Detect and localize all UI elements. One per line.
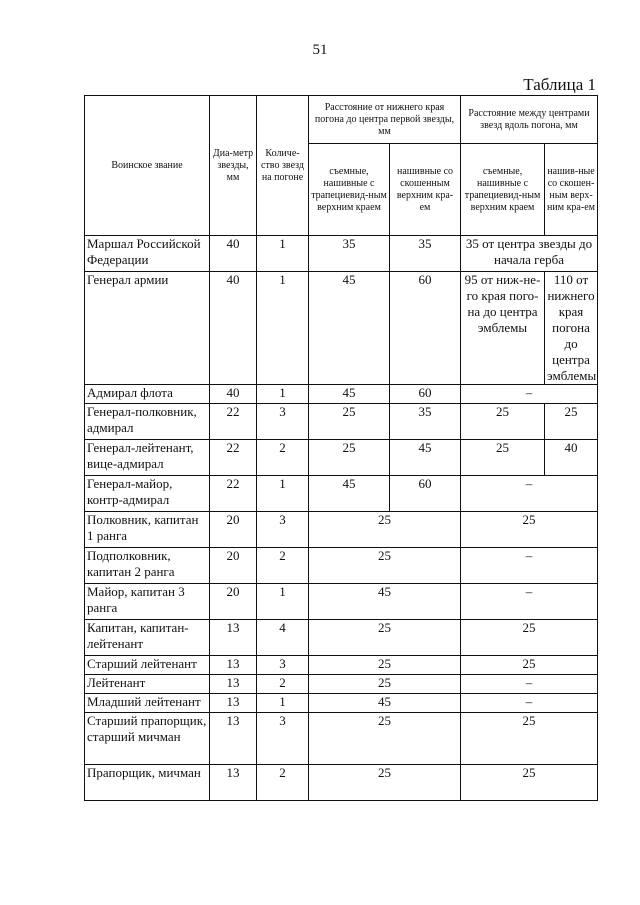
diameter-cell: 40 (210, 385, 257, 404)
header-count: Количе-ство звезд на погоне (257, 96, 309, 236)
rank-cell: Капитан, капитан-лейтенант (85, 620, 210, 656)
header-between-stars-distance: Расстояние между центрами звезд вдоль погона, мм (461, 96, 598, 144)
count-cell: 3 (257, 656, 309, 675)
rank-cell: Генерал-майор, контр-адмирал (85, 476, 210, 512)
table-row (85, 548, 598, 584)
table-row (85, 656, 598, 675)
count-cell: 2 (257, 765, 309, 801)
table-row (85, 404, 598, 440)
count-cell: 1 (257, 694, 309, 713)
count-cell: 3 (257, 713, 309, 765)
diameter-cell: 13 (210, 656, 257, 675)
first-star-cell: 25 (309, 675, 461, 694)
rank-cell: Генерал-полковник, адмирал (85, 404, 210, 440)
header-sewn-beveled-2: нашив-ные со скошен-ным верх-ним кра-ем (545, 144, 598, 236)
count-cell: 1 (257, 385, 309, 404)
table-row (85, 694, 598, 713)
table-row (85, 765, 598, 801)
between-stars-cell: – (461, 675, 598, 694)
between-stars-cell: 25 (461, 512, 598, 548)
between-stars-removable-cell: 25 (461, 404, 545, 440)
between-stars-sewn-cell: 110 от нижнего края погона до центра эмблемы (545, 272, 598, 385)
between-stars-removable-cell: 95 от ниж-не-го края пого-на до центра эмблемы (461, 272, 545, 385)
table-row (85, 236, 598, 272)
first-star-removable-cell: 45 (309, 385, 390, 404)
rank-cell: Старший прапорщик, старший мичман (85, 713, 210, 765)
diameter-cell: 13 (210, 675, 257, 694)
between-stars-sewn-cell: 40 (545, 440, 598, 476)
diameter-cell: 22 (210, 404, 257, 440)
first-star-cell: 25 (309, 656, 461, 675)
table-row (85, 620, 598, 656)
first-star-sewn-cell: 35 (390, 236, 461, 272)
header-diameter: Диа-метр звезды, мм (210, 96, 257, 236)
header-sewn-beveled: нашивные со скошенным верхним кра-ем (390, 144, 461, 236)
diameter-cell: 20 (210, 584, 257, 620)
first-star-removable-cell: 25 (309, 440, 390, 476)
between-stars-cell: – (461, 476, 598, 512)
rank-cell: Маршал Российской Федерации (85, 236, 210, 272)
between-stars-cell: – (461, 385, 598, 404)
diameter-cell: 40 (210, 236, 257, 272)
between-stars-cell: 25 (461, 620, 598, 656)
rank-cell: Прапорщик, мичман (85, 765, 210, 801)
header-first-star-distance: Расстояние от нижнего края погона до центра первой звезды, мм (309, 96, 461, 144)
between-stars-cell: 25 (461, 765, 598, 801)
header-removable-2: съемные, нашивные с трапециевид-ным верхним краем (461, 144, 545, 236)
table-row (85, 476, 598, 512)
rank-cell: Генерал-лейтенант, вице-адмирал (85, 440, 210, 476)
diameter-cell: 20 (210, 548, 257, 584)
count-cell: 2 (257, 675, 309, 694)
between-stars-cell: – (461, 694, 598, 713)
rank-insignia-table (84, 95, 598, 801)
diameter-cell: 13 (210, 620, 257, 656)
count-cell: 1 (257, 236, 309, 272)
first-star-cell: 25 (309, 713, 461, 765)
rank-cell: Старший лейтенант (85, 656, 210, 675)
diameter-cell: 13 (210, 694, 257, 713)
table-row (85, 675, 598, 694)
first-star-sewn-cell: 60 (390, 272, 461, 385)
table-row (85, 385, 598, 404)
count-cell: 2 (257, 548, 309, 584)
header-removable: съемные, нашивные с трапециевид-ным верхним краем (309, 144, 390, 236)
first-star-removable-cell: 25 (309, 404, 390, 440)
diameter-cell: 20 (210, 512, 257, 548)
first-star-removable-cell: 45 (309, 272, 390, 385)
first-star-removable-cell: 35 (309, 236, 390, 272)
first-star-sewn-cell: 35 (390, 404, 461, 440)
diameter-cell: 22 (210, 440, 257, 476)
table-row (85, 512, 598, 548)
between-stars-removable-cell: 25 (461, 440, 545, 476)
count-cell: 4 (257, 620, 309, 656)
table-row (85, 713, 598, 765)
diameter-cell: 40 (210, 272, 257, 385)
first-star-sewn-cell: 60 (390, 385, 461, 404)
first-star-sewn-cell: 60 (390, 476, 461, 512)
first-star-sewn-cell: 45 (390, 440, 461, 476)
first-star-removable-cell: 45 (309, 476, 390, 512)
between-stars-sewn-cell: 25 (545, 404, 598, 440)
rank-cell: Младший лейтенант (85, 694, 210, 713)
rank-cell: Полковник, капитан 1 ранга (85, 512, 210, 548)
table-row (85, 440, 598, 476)
first-star-cell: 25 (309, 548, 461, 584)
count-cell: 1 (257, 476, 309, 512)
first-star-cell: 45 (309, 584, 461, 620)
count-cell: 3 (257, 404, 309, 440)
between-stars-cell: 25 (461, 656, 598, 675)
table-row (85, 584, 598, 620)
first-star-cell: 25 (309, 765, 461, 801)
rank-cell: Лейтенант (85, 675, 210, 694)
diameter-cell: 22 (210, 476, 257, 512)
table-caption: Таблица 1 (523, 75, 596, 94)
diameter-cell: 13 (210, 765, 257, 801)
page-number: 51 (312, 42, 328, 58)
count-cell: 1 (257, 272, 309, 385)
count-cell: 3 (257, 512, 309, 548)
diameter-cell: 13 (210, 713, 257, 765)
header-rank: Воинское звание (85, 96, 210, 236)
count-cell: 2 (257, 440, 309, 476)
rank-cell: Майор, капитан 3 ранга (85, 584, 210, 620)
count-cell: 1 (257, 584, 309, 620)
between-stars-cell: – (461, 548, 598, 584)
table-row (85, 272, 598, 385)
rank-cell: Адмирал флота (85, 385, 210, 404)
first-star-cell: 25 (309, 620, 461, 656)
between-stars-cell: 35 от центра звезды до начала герба (461, 236, 598, 272)
first-star-cell: 45 (309, 694, 461, 713)
first-star-cell: 25 (309, 512, 461, 548)
rank-cell: Генерал армии (85, 272, 210, 385)
rank-cell: Подполковник, капитан 2 ранга (85, 548, 210, 584)
between-stars-cell: – (461, 584, 598, 620)
between-stars-cell: 25 (461, 713, 598, 765)
